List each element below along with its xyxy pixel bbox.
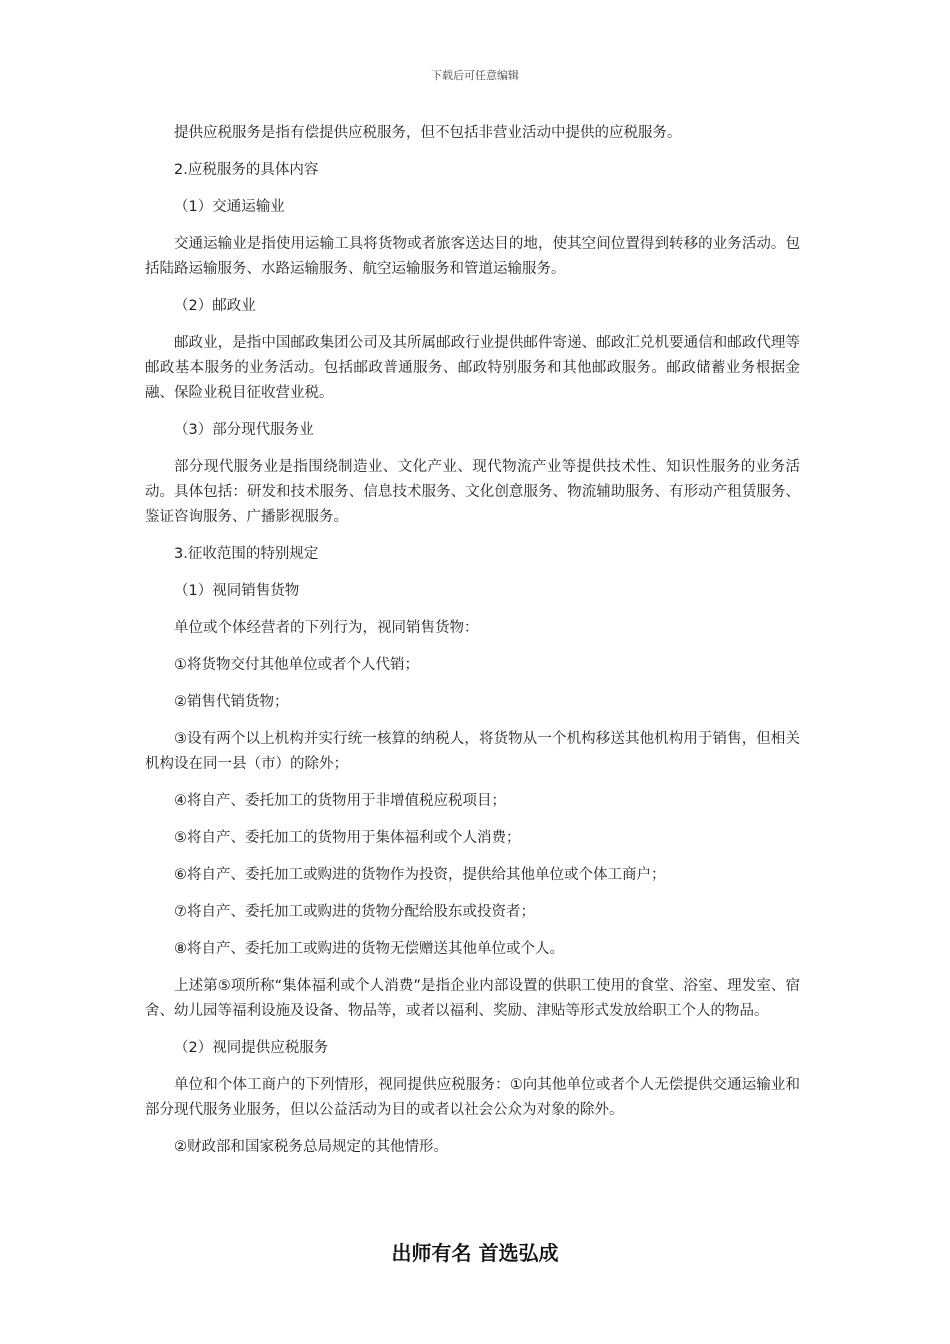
section-heading: 2.应税服务的具体内容 [174, 162, 319, 178]
paragraph: 部分现代服务业是指围绕制造业、文化产业、现代物流产业等提供技术性、知识性服务的业务活动。具体包括：研发和技术服务、信息技术服务、文化创意服务、物流辅助服务、有形动产租赁服务、鉴证咨询服务、广播影视服务。 [145, 459, 800, 525]
paragraph: 单位或个体经营者的下列行为，视同销售货物： [174, 620, 479, 636]
list-item: ④将自产、委托加工的货物用于非增值税应税项目； [174, 793, 506, 809]
list-item: ⑤将自产、委托加工的货物用于集体福利或个人消费； [174, 830, 521, 846]
paragraph: 交通运输业是指使用运输工具将货物或者旅客送达目的地，使其空间位置得到转移的业务活动。包括陆路运输服务、水路运输服务、航空运输服务和管道运输服务。 [145, 236, 800, 277]
subsection-heading: （1）视同销售货物 [174, 583, 300, 599]
paragraph: 邮政业，是指中国邮政集团公司及其所属邮政行业提供邮件寄递、邮政汇兑机要通信和邮政代理等邮政基本服务的业务活动。包括邮政普通服务、邮政特别服务和其他邮政服务。邮政储蓄业务根据金融、保险业税目征收营业税。 [145, 335, 800, 401]
list-item: ①将货物交付其他单位或者个人代销； [174, 657, 419, 673]
list-item: ②销售代销货物； [174, 694, 289, 710]
list-item: ⑥将自产、委托加工或购进的货物作为投资，提供给其他单位或个体工商户； [174, 867, 666, 883]
subsection-heading: （3）部分现代服务业 [174, 422, 314, 438]
list-item: ⑦将自产、委托加工或购进的货物分配给股东或投资者； [174, 904, 535, 920]
list-item: ⑧将自产、委托加工或购进的货物无偿赠送其他单位或个人。 [174, 941, 564, 957]
subsection-heading: （2）视同提供应税服务 [174, 1040, 329, 1056]
page-footer-slogan: 出师有名 首选弘成 [391, 1241, 559, 1265]
paragraph: 提供应税服务是指有偿提供应税服务，但不包括非营业活动中提供的应税服务。 [174, 125, 682, 141]
subsection-heading: （1）交通运输业 [174, 199, 285, 215]
paragraph: 上述第⑤项所称“集体福利或个人消费”是指企业内部设置的供职工使用的食堂、浴室、理发室、宿舍、幼儿园等福利设施及设备、物品等，或者以福利、奖励、津贴等形式发放给职工个人的物品。 [145, 978, 800, 1019]
paragraph: 单位和个体工商户的下列情形，视同提供应税服务：①向其他单位或者个人无偿提供交通运输业和部分现代服务业服务，但以公益活动为目的或者以社会公众为对象的除外。 [145, 1077, 800, 1118]
section-heading: 3.征收范围的特别规定 [174, 546, 319, 562]
list-item: ②财政部和国家税务总局规定的其他情形。 [174, 1139, 448, 1155]
subsection-heading: （2）邮政业 [174, 298, 256, 314]
document-body [145, 121, 800, 1172]
list-item: ③设有两个以上机构并实行统一核算的纳税人，将货物从一个机构移送其他机构用于销售，但相关机构设在同一县（市）的除外； [145, 731, 800, 772]
page-header: 下载后可任意编辑 [431, 69, 519, 82]
